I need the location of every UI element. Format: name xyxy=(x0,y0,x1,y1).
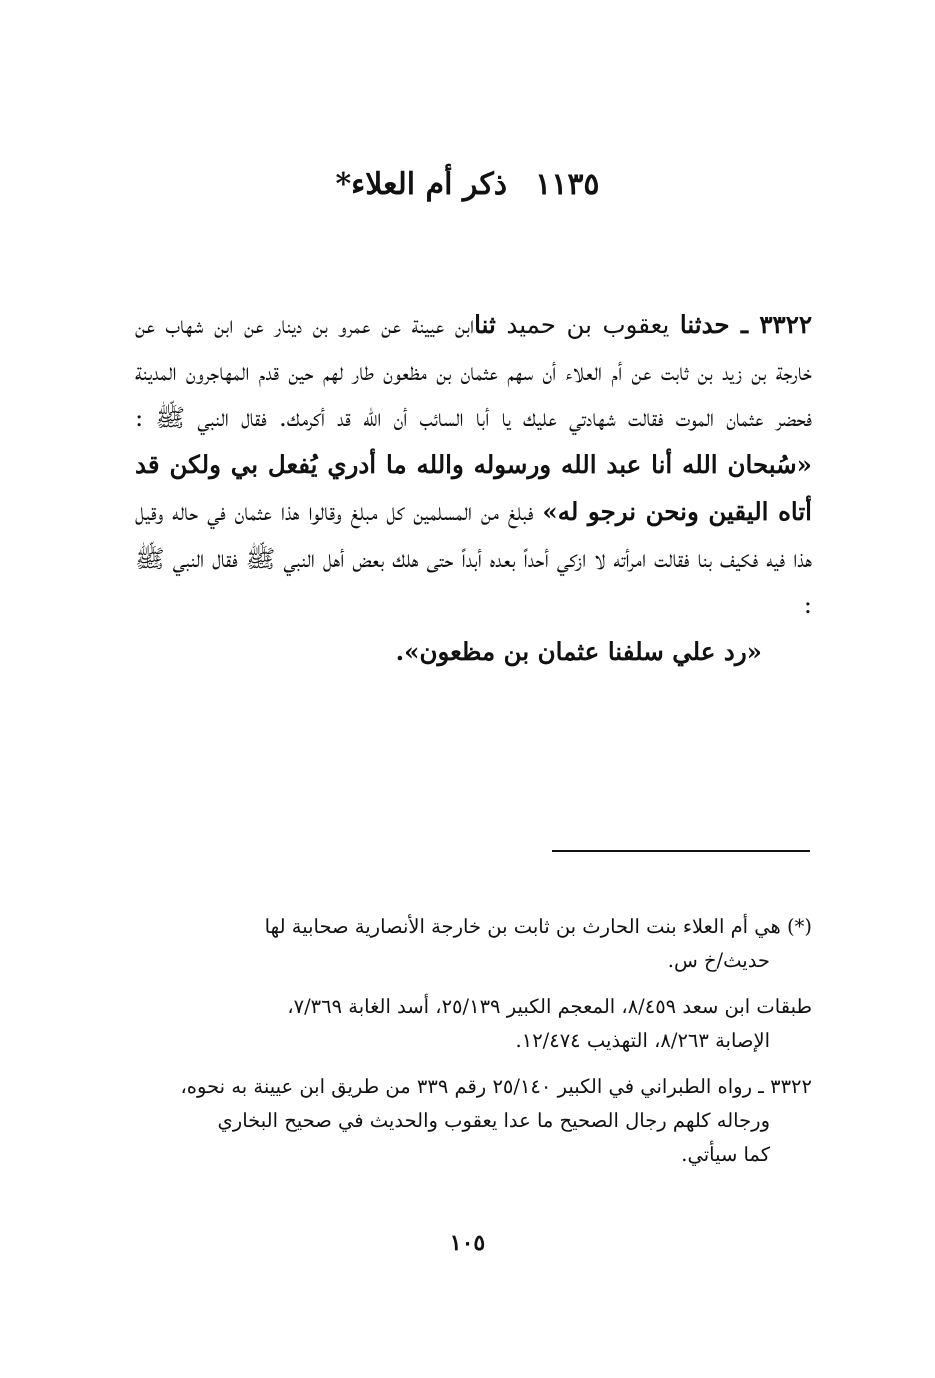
prophet-quote-1: «سُبحان الله أنا عبد الله ورسوله والله ما أدري يُفعل بي ولكن قد أتاه اليقين ونحن نرجو له» xyxy=(135,450,812,526)
chapter-number: ١١٣٥ xyxy=(535,167,600,202)
footnote-sources-line-2: الإصابة ٨/٢٦٣، التهذيب ١٢/٤٧٤. xyxy=(515,1029,770,1052)
footnote-takhrij-line-3: كما سيأتي. xyxy=(681,1143,770,1166)
footnote-biography-line-2: حديث/خ س. xyxy=(667,949,770,972)
hadith-text xyxy=(135,302,812,676)
footnote-takhrij xyxy=(130,1070,812,1172)
isnad-part-1: يعقوب بن حميد xyxy=(495,310,680,339)
footnote-biography-line-1: (*) هي أم العلاء بنت الحارث بن ثابت بن خارجة الأنصارية صحابية لها xyxy=(264,915,812,938)
isnad-part-2: ابن عيينة عن عمرو بن دينار عن ابن شهاب عن خارجة بن زيد بن ثابت عن أم العلاء أن سهم عثمان بن مظعون طار لهم حين قدم المهاجرون المدينة فحضر عثمان الموت فقالت شهادتي عليك يا أبا السائب أن الله قد أكرمك. فقال النبي ﷺ : xyxy=(135,310,812,433)
chapter-heading xyxy=(0,160,935,210)
footnotes xyxy=(130,910,812,1184)
footnote-takhrij-line-2: ورجاله كلهم رجال الصحيح ما عدا يعقوب والحديث في صحيح البخاري xyxy=(217,1109,770,1132)
page-number: ١٠٥ xyxy=(449,1230,486,1256)
hadith-paragraph xyxy=(135,302,812,629)
hadith-continuation: فبلغ من المسلمين كل مبلغ وقالوا هذا عثمان في حاله وقيل هذا فيه فكيف بنا فقالت امرأته لا ازكي أحداً بعده أبداً حتى هلك بعض أهل النبي ﷺ فقال النبي ﷺ : xyxy=(135,496,812,620)
hadith-number: ٣٣٢٢ ـ حدثنا xyxy=(679,310,813,339)
footnote-biography xyxy=(130,910,812,978)
footnote-takhrij-line-1: ٣٣٢٢ ـ رواه الطبراني في الكبير ٢٥/١٤٠ رقم ٣٣٩ من طريق ابن عيينة به نحوه، xyxy=(180,1075,812,1098)
footnote-sources-line-1: طبقات ابن سعد ٨/٤٥٩، المعجم الكبير ٢٥/١٣٩، أسد الغابة ٧/٣٦٩، xyxy=(287,995,812,1018)
chapter-title: ذكر أم العلاء* xyxy=(335,167,508,202)
footnote-divider xyxy=(552,850,810,852)
prophet-quote-2: «رد علي سلفنا عثمان بن مظعون». xyxy=(395,636,762,666)
footnote-sources xyxy=(130,990,812,1058)
isnad-tha: ثنا xyxy=(474,310,496,339)
